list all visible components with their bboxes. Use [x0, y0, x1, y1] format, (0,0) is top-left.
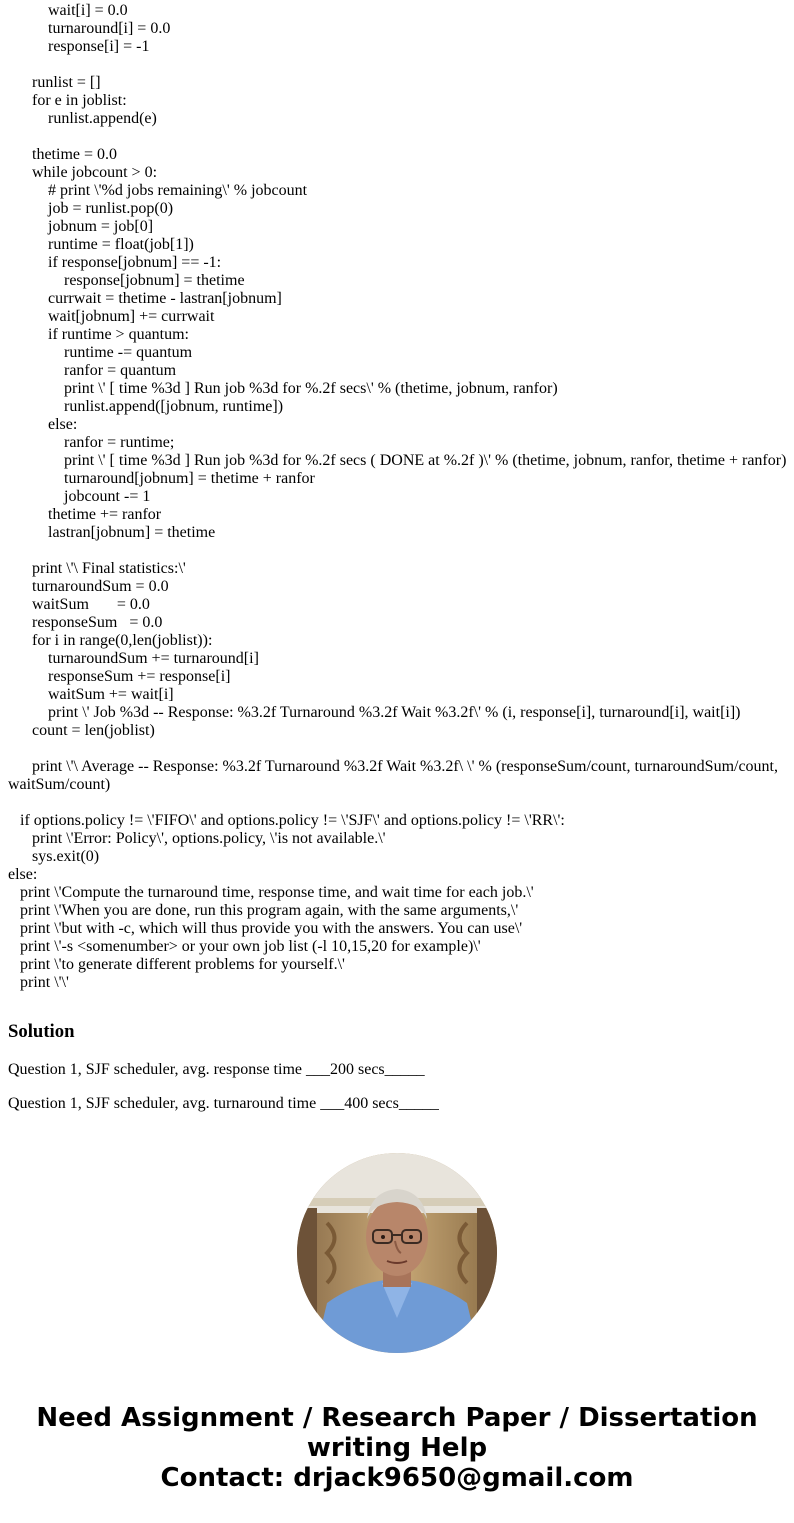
- code-line: responseSum = 0.0: [8, 614, 163, 631]
- answer-response-time: Question 1, SJF scheduler, avg. response time ___200 secs_____: [8, 1061, 425, 1078]
- code-line: print \'-s <somenumber> or your own job list (-l 10,15,20 for example)\': [8, 938, 481, 955]
- tutor-portrait: [297, 1153, 497, 1353]
- code-line: else:: [8, 416, 78, 433]
- code-line: if options.policy != \'FIFO\' and options.policy != \'SJF\' and options.policy != \'RR\':: [8, 812, 565, 829]
- code-line: if runtime > quantum:: [8, 326, 189, 343]
- code-line: job = runlist.pop(0): [8, 200, 174, 217]
- code-line: jobnum = job[0]: [8, 218, 154, 235]
- code-line: runtime -= quantum: [8, 344, 193, 361]
- code-line: print \'\ Final statistics:\': [8, 560, 186, 577]
- code-line: print \'\': [8, 974, 69, 991]
- code-listing: [8, 2, 788, 992]
- code-line: responseSum += response[i]: [8, 668, 231, 685]
- code-line: wait[jobnum] += currwait: [8, 308, 215, 325]
- code-line: sys.exit(0): [8, 848, 100, 865]
- code-line: [8, 794, 788, 812]
- code-line: lastran[jobnum] = thetime: [8, 524, 216, 541]
- code-line: while jobcount > 0:: [8, 164, 158, 181]
- code-line: [8, 56, 788, 74]
- code-line: else:: [8, 866, 38, 883]
- promo-line-1: Need Assignment / Research Paper / Dissertation: [36, 1403, 758, 1433]
- code-line: jobcount -= 1: [8, 488, 151, 505]
- tutor-avatar: [297, 1153, 497, 1353]
- code-line: print \'\ Average -- Response: %3.2f Turnaround %3.2f Wait %3.2f\ \' % (responseSum/count, turnaroundSum/count, waitSum/count): [8, 758, 782, 793]
- code-line: runlist.append(e): [8, 110, 157, 127]
- code-line: print \'When you are done, run this program again, with the same arguments,\': [8, 902, 519, 919]
- code-line: runlist.append([jobnum, runtime]): [8, 398, 284, 415]
- code-line: for i in range(0,len(joblist)):: [8, 632, 213, 649]
- code-line: print \'but with -c, which will thus provide you with the answers. You can use\': [8, 920, 523, 937]
- code-line: print \'to generate different problems for yourself.\': [8, 956, 345, 973]
- promo-line-2: writing Help: [306, 1433, 488, 1463]
- code-line: [8, 542, 788, 560]
- code-line: currwait = thetime - lastran[jobnum]: [8, 290, 282, 307]
- code-line: response[jobnum] = thetime: [8, 272, 245, 289]
- code-line: print \' [ time %3d ] Run job %3d for %.2f secs ( DONE at %.2f )\' % (thetime, jobnum, ranfor, thetime + ranfor): [8, 452, 787, 469]
- code-line: print \'Compute the turnaround time, response time, and wait time for each job.\': [8, 884, 534, 901]
- code-line: if response[jobnum] == -1:: [8, 254, 222, 271]
- code-line: thetime = 0.0: [8, 146, 118, 163]
- code-line: for e in joblist:: [8, 92, 127, 109]
- code-line: [8, 740, 788, 758]
- code-line: ranfor = runtime;: [8, 434, 175, 451]
- code-line: print \' Job %3d -- Response: %3.2f Turnaround %3.2f Wait %3.2f\' % (i, response[i], turnaround[i], wait[i]): [8, 704, 741, 721]
- promo-banner: [0, 1403, 794, 1493]
- code-line: count = len(joblist): [8, 722, 155, 739]
- code-line: runtime = float(job[1]): [8, 236, 194, 253]
- code-line: waitSum = 0.0: [8, 596, 150, 613]
- code-line: turnaroundSum += turnaround[i]: [8, 650, 259, 667]
- code-line: turnaround[jobnum] = thetime + ranfor: [8, 470, 315, 487]
- solution-heading: Solution: [8, 1021, 75, 1042]
- code-line: thetime += ranfor: [8, 506, 162, 523]
- code-line: turnaround[i] = 0.0: [8, 20, 171, 37]
- code-line: [8, 128, 788, 146]
- code-line: response[i] = -1: [8, 38, 150, 55]
- code-line: wait[i] = 0.0: [8, 2, 128, 19]
- code-line: print \'Error: Policy\', options.policy, \'is not available.\': [8, 830, 386, 847]
- code-line: ranfor = quantum: [8, 362, 177, 379]
- answer-turnaround-time: Question 1, SJF scheduler, avg. turnaround time ___400 secs_____: [8, 1095, 439, 1112]
- code-line: print \' [ time %3d ] Run job %3d for %.2f secs\' % (thetime, jobnum, ranfor): [8, 380, 558, 397]
- code-line: runlist = []: [8, 74, 101, 91]
- promo-contact: Contact: drjack9650@gmail.com: [160, 1463, 634, 1493]
- code-line: waitSum += wait[i]: [8, 686, 174, 703]
- code-line: turnaroundSum = 0.0: [8, 578, 169, 595]
- code-line: # print \'%d jobs remaining\' % jobcount: [8, 182, 308, 199]
